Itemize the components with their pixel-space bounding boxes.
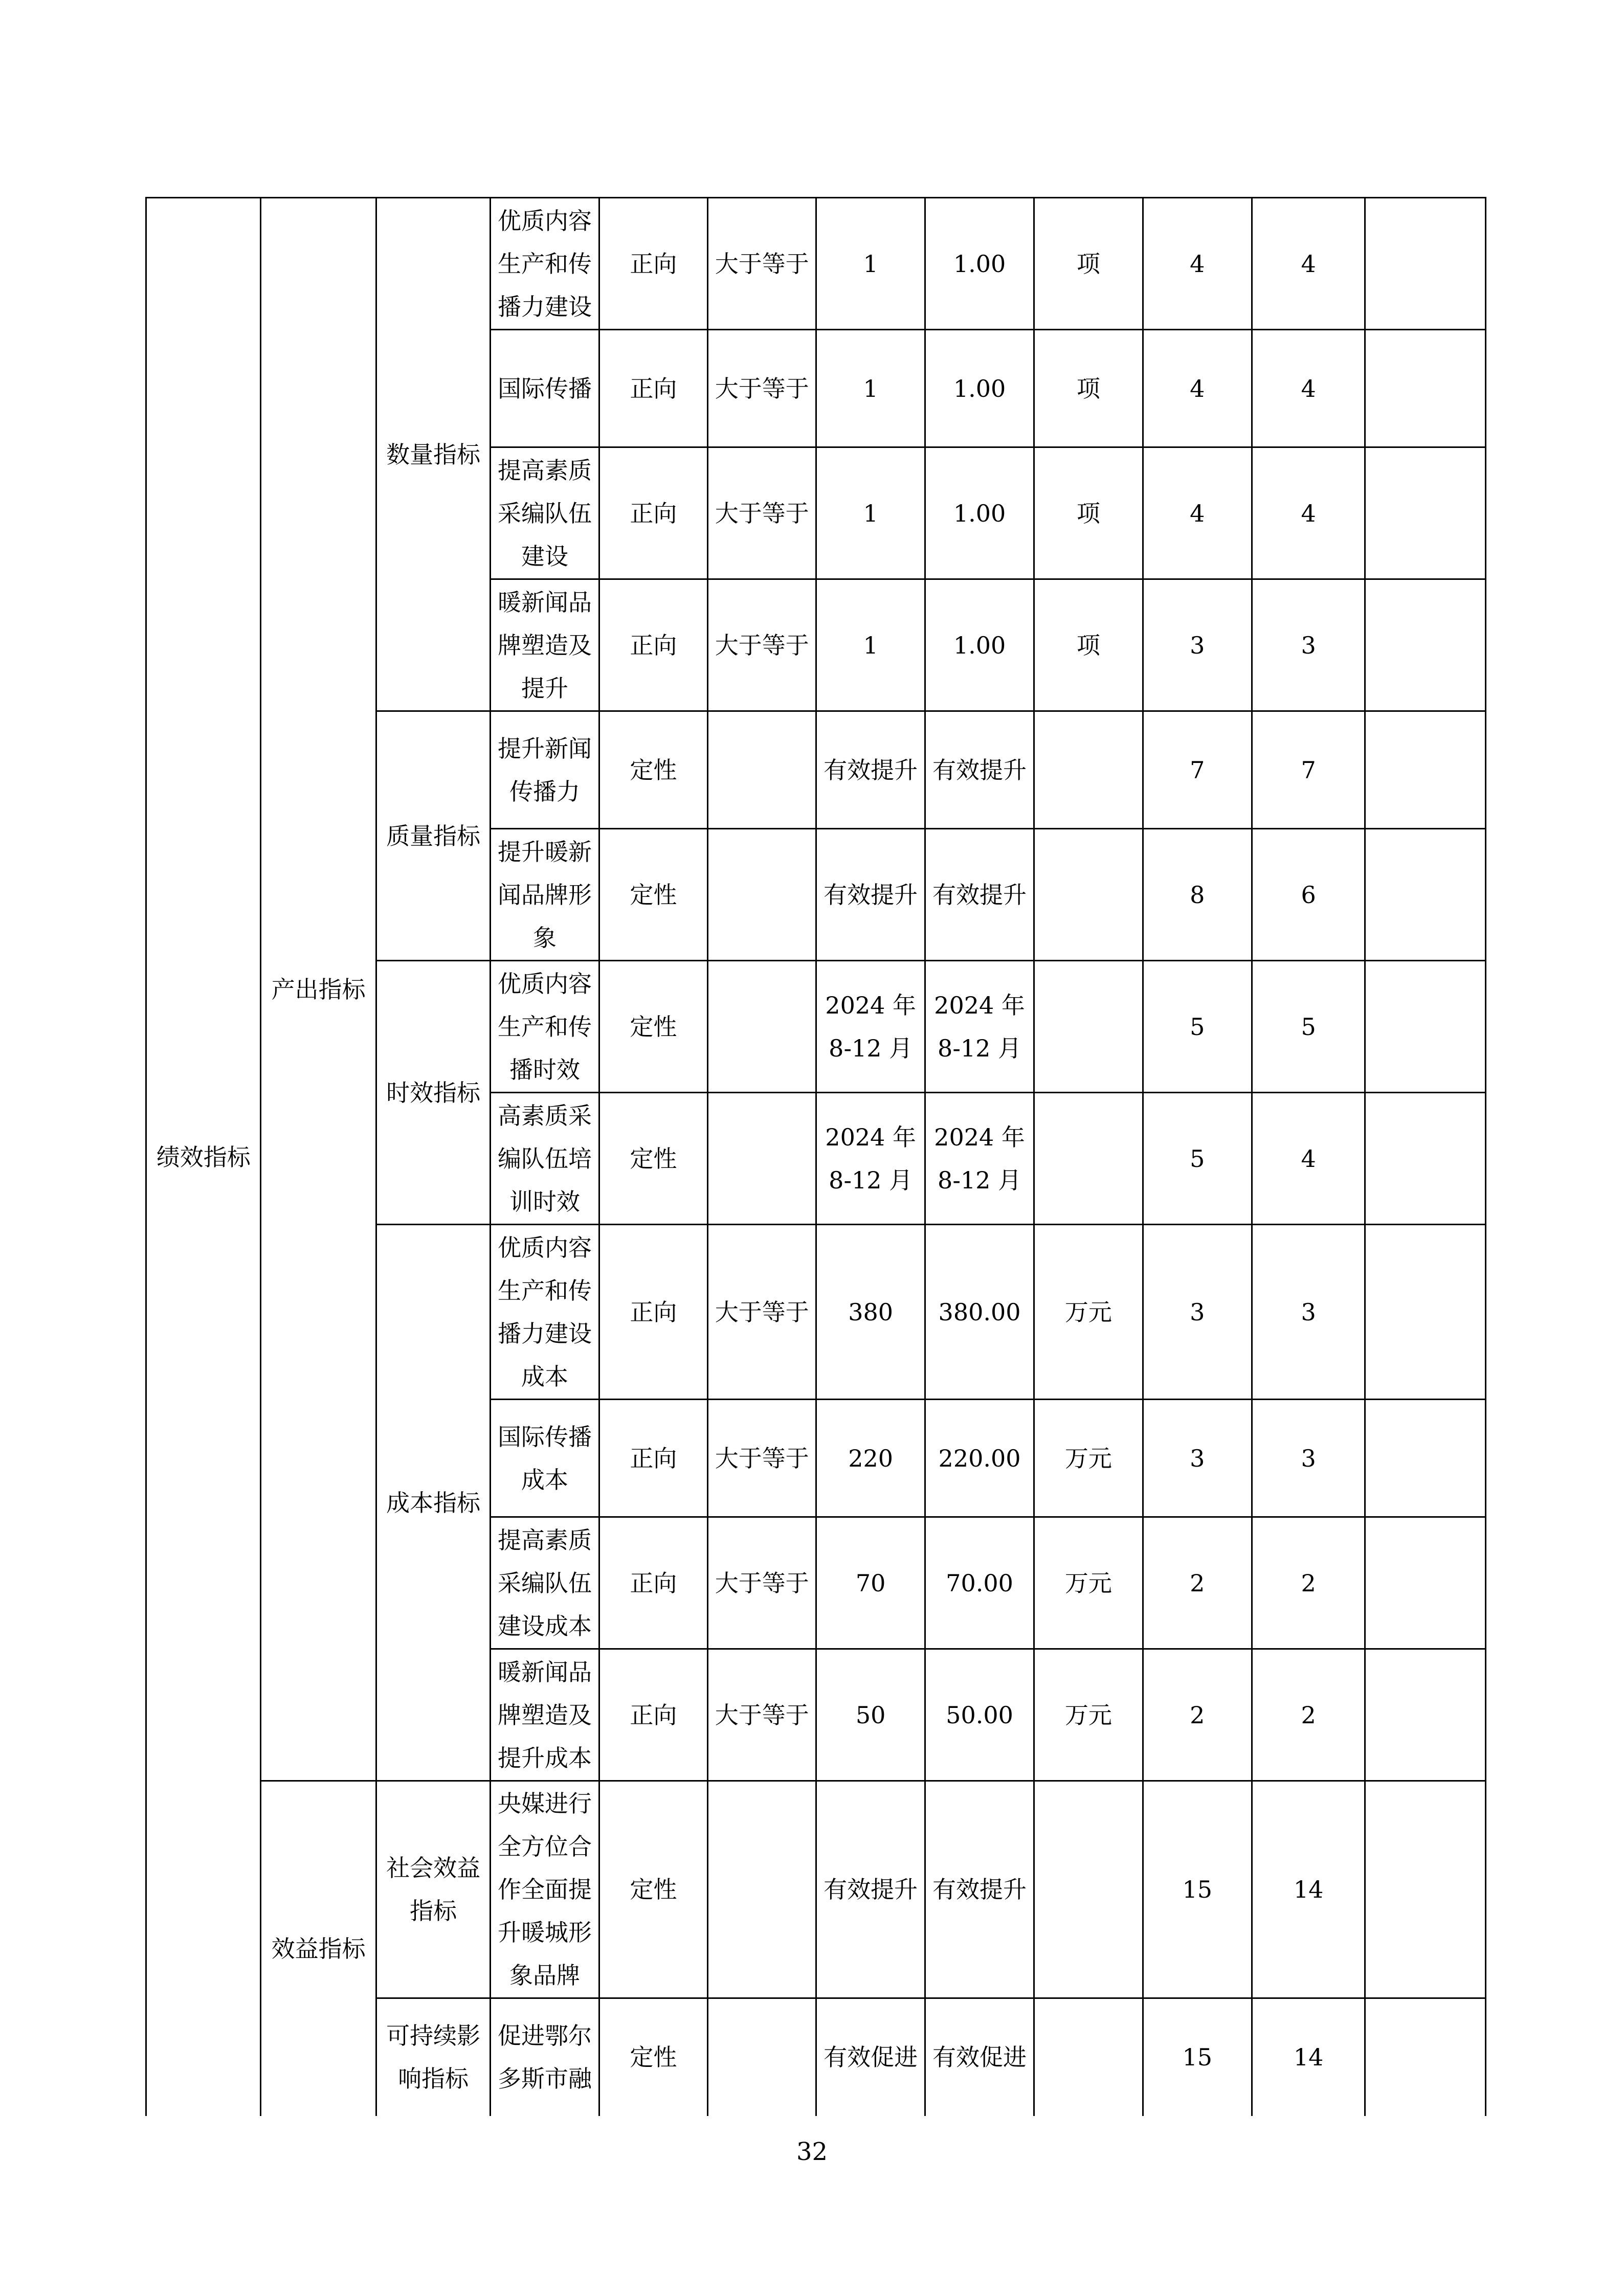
- weight-cell: 4: [1143, 330, 1252, 447]
- indicator-name-cell-line: 建设成本: [498, 1612, 592, 1640]
- target-cell-line: 2024 年: [825, 1123, 916, 1151]
- remark-cell: [1365, 1649, 1486, 1781]
- weight-cell: 4: [1143, 198, 1252, 330]
- indicator-name-cell-line: 提升: [521, 674, 569, 702]
- operator-cell: 大于等于: [708, 579, 816, 711]
- indicator-name-cell-line: 采编队伍: [498, 499, 592, 527]
- indicator-name-cell-line: 牌塑造及: [498, 1701, 592, 1729]
- actual-cell-line: 2024 年: [934, 991, 1025, 1019]
- indicator-name-cell-line: 作全面提: [498, 1876, 592, 1903]
- actual-cell: 1.00: [925, 198, 1034, 330]
- indicator-name-cell-line: 牌塑造及: [498, 631, 592, 659]
- actual-cell: 380.00: [925, 1225, 1034, 1400]
- table-row: [146, 1781, 1486, 1998]
- remark-cell: [1365, 711, 1486, 829]
- operator-cell: [708, 829, 816, 961]
- remark-cell: [1365, 447, 1486, 579]
- actual-cell: 1.00: [925, 579, 1034, 711]
- target-cell: 1: [816, 447, 925, 579]
- unit-cell: 万元: [1034, 1400, 1143, 1517]
- indicator-name-cell-line: 闻品牌形: [498, 881, 592, 909]
- level3-cell: 质量指标: [376, 711, 490, 961]
- direction-cell: 定性: [599, 1781, 707, 1998]
- score-cell: 6: [1252, 829, 1365, 961]
- direction-cell: 正向: [599, 1225, 707, 1400]
- level3-cell-line: 响指标: [398, 2065, 469, 2093]
- indicator-name-cell-line: 编队伍培: [498, 1144, 592, 1173]
- operator-cell: [708, 1781, 816, 1998]
- indicator-name-cell: [491, 330, 599, 447]
- weight-cell: 15: [1143, 1781, 1252, 1998]
- indicator-name-cell-line: 提高素质: [498, 456, 592, 484]
- remark-cell: [1365, 1093, 1486, 1225]
- indicator-name-cell-line: 暖新闻品: [498, 1658, 592, 1686]
- unit-cell: [1034, 1998, 1143, 2116]
- actual-cell: 1.00: [925, 447, 1034, 579]
- score-cell: 4: [1252, 447, 1365, 579]
- indicator-name-cell: [491, 1517, 599, 1649]
- actual-cell: 220.00: [925, 1400, 1034, 1517]
- weight-cell: 8: [1143, 829, 1252, 961]
- weight-cell: 4: [1143, 447, 1252, 579]
- level3-cell-line: 可持续影: [386, 2022, 481, 2050]
- target-cell: 有效提升: [816, 829, 925, 961]
- target-cell: 有效促进: [816, 1998, 925, 2116]
- direction-cell: 正向: [599, 1400, 707, 1517]
- target-cell-line: 2024 年: [825, 991, 916, 1019]
- target-cell: 220: [816, 1400, 925, 1517]
- target-cell: [816, 1093, 925, 1225]
- indicator-name-cell-line: 升暖城形: [498, 1919, 592, 1946]
- indicator-name-cell-line: 全方位合: [498, 1833, 592, 1860]
- direction-cell: 正向: [599, 198, 707, 330]
- indicator-name-cell: [491, 829, 599, 961]
- remark-cell: [1365, 579, 1486, 711]
- weight-cell: 5: [1143, 1093, 1252, 1225]
- weight-cell: 3: [1143, 579, 1252, 711]
- target-cell: 1: [816, 198, 925, 330]
- target-cell: 有效提升: [816, 1781, 925, 1998]
- target-cell: 70: [816, 1517, 925, 1649]
- target-cell: 50: [816, 1649, 925, 1781]
- level3-cell-line: 社会效益: [386, 1854, 481, 1882]
- remark-cell: [1365, 829, 1486, 961]
- actual-cell: 有效提升: [925, 711, 1034, 829]
- remark-cell: [1365, 198, 1486, 330]
- indicator-name-cell-line: 建设: [521, 542, 569, 570]
- unit-cell: [1034, 961, 1143, 1093]
- operator-cell: 大于等于: [708, 447, 816, 579]
- remark-cell: [1365, 1225, 1486, 1400]
- indicator-name-cell: [491, 961, 599, 1093]
- direction-cell: 定性: [599, 829, 707, 961]
- indicator-name-cell-line: 优质内容: [498, 970, 592, 998]
- direction-cell: 正向: [599, 1649, 707, 1781]
- indicator-name-cell: [491, 1093, 599, 1225]
- indicator-name-cell: [491, 579, 599, 711]
- indicator-name-cell-line: 成本: [521, 1466, 569, 1494]
- indicator-name-cell-line: 训时效: [509, 1187, 581, 1215]
- operator-cell: 大于等于: [708, 1225, 816, 1400]
- target-cell: 1: [816, 579, 925, 711]
- remark-cell: [1365, 961, 1486, 1093]
- indicator-name-cell-line: 国际传播: [498, 374, 592, 402]
- score-cell: 4: [1252, 198, 1365, 330]
- unit-cell: [1034, 711, 1143, 829]
- score-cell: 4: [1252, 330, 1365, 447]
- unit-cell: 项: [1034, 330, 1143, 447]
- indicator-name-cell: [491, 447, 599, 579]
- indicator-name-cell-line: 暖新闻品: [498, 588, 592, 616]
- direction-cell: 定性: [599, 1093, 707, 1225]
- actual-cell: 1.00: [925, 330, 1034, 447]
- weight-cell: 2: [1143, 1649, 1252, 1781]
- operator-cell: 大于等于: [708, 1517, 816, 1649]
- weight-cell: 15: [1143, 1998, 1252, 2116]
- unit-cell: 万元: [1034, 1517, 1143, 1649]
- direction-cell: 正向: [599, 579, 707, 711]
- indicator-name-cell-line: 促进鄂尔: [498, 2022, 592, 2050]
- indicator-name-cell: [491, 1400, 599, 1517]
- direction-cell: 定性: [599, 1998, 707, 2116]
- table-row: [146, 198, 1486, 330]
- remark-cell: [1365, 1998, 1486, 2116]
- actual-cell: 有效促进: [925, 1998, 1034, 2116]
- operator-cell: 大于等于: [708, 198, 816, 330]
- weight-cell: 2: [1143, 1517, 1252, 1649]
- operator-cell: 大于等于: [708, 1400, 816, 1517]
- indicator-name-cell-line: 提升成本: [498, 1744, 592, 1772]
- indicator-name-cell-line: 播时效: [509, 1055, 581, 1084]
- indicator-name-cell-line: 多斯市融: [498, 2065, 592, 2093]
- indicator-name-cell: [491, 1781, 599, 1998]
- target-cell: 有效提升: [816, 711, 925, 829]
- level3-cell: 时效指标: [376, 961, 490, 1225]
- indicator-name-cell-line: 提高素质: [498, 1526, 592, 1554]
- direction-cell: 正向: [599, 330, 707, 447]
- indicator-name-cell-line: 象: [533, 924, 557, 952]
- direction-cell: 定性: [599, 711, 707, 829]
- indicator-name-cell-line: 生产和传: [498, 1276, 592, 1304]
- unit-cell: 项: [1034, 198, 1143, 330]
- indicator-name-cell-line: 播力建设: [498, 1319, 592, 1347]
- operator-cell: [708, 961, 816, 1093]
- score-cell: 3: [1252, 579, 1365, 711]
- actual-cell: [925, 961, 1034, 1093]
- operator-cell: 大于等于: [708, 1649, 816, 1781]
- level3-cell: 数量指标: [376, 198, 490, 711]
- level2-cell: 效益指标: [261, 1781, 376, 2116]
- remark-cell: [1365, 1400, 1486, 1517]
- weight-cell: 3: [1143, 1225, 1252, 1400]
- indicator-name-cell-line: 提升新闻: [498, 734, 592, 762]
- score-cell: 7: [1252, 711, 1365, 829]
- level3-cell-line: 指标: [410, 1897, 457, 1925]
- target-cell: [816, 961, 925, 1093]
- indicator-name-cell-line: 央媒进行: [498, 1790, 592, 1817]
- indicator-name-cell-line: 生产和传: [498, 250, 592, 278]
- level3-cell: [376, 1781, 490, 1998]
- indicator-name-cell: [491, 711, 599, 829]
- score-cell: 2: [1252, 1517, 1365, 1649]
- actual-cell: 70.00: [925, 1517, 1034, 1649]
- unit-cell: [1034, 829, 1143, 961]
- actual-cell-line: 8-12 月: [938, 1034, 1022, 1062]
- indicator-name-cell: [491, 1225, 599, 1400]
- indicator-name-cell-line: 优质内容: [498, 1233, 592, 1262]
- score-cell: 2: [1252, 1649, 1365, 1781]
- indicator-name-cell: [491, 1998, 599, 2116]
- score-cell: 3: [1252, 1400, 1365, 1517]
- weight-cell: 7: [1143, 711, 1252, 829]
- score-cell: 4: [1252, 1093, 1365, 1225]
- performance-indicator-table: [145, 197, 1486, 2116]
- remark-cell: [1365, 330, 1486, 447]
- indicator-name-cell-line: 传播力: [509, 777, 581, 805]
- direction-cell: 正向: [599, 1517, 707, 1649]
- score-cell: 5: [1252, 961, 1365, 1093]
- remark-cell: [1365, 1517, 1486, 1649]
- unit-cell: [1034, 1093, 1143, 1225]
- operator-cell: 大于等于: [708, 330, 816, 447]
- weight-cell: 3: [1143, 1400, 1252, 1517]
- indicator-name-cell-line: 成本: [521, 1362, 569, 1390]
- score-cell: 14: [1252, 1781, 1365, 1998]
- indicator-name-cell-line: 播力建设: [498, 292, 592, 321]
- actual-cell: 有效提升: [925, 829, 1034, 961]
- direction-cell: 定性: [599, 961, 707, 1093]
- indicator-name-cell-line: 优质内容: [498, 207, 592, 235]
- target-cell-line: 8-12 月: [829, 1034, 913, 1062]
- operator-cell: [708, 1093, 816, 1225]
- weight-cell: 5: [1143, 961, 1252, 1093]
- target-cell: 380: [816, 1225, 925, 1400]
- operator-cell: [708, 711, 816, 829]
- unit-cell: 万元: [1034, 1225, 1143, 1400]
- actual-cell: 有效提升: [925, 1781, 1034, 1998]
- unit-cell: 万元: [1034, 1649, 1143, 1781]
- unit-cell: 项: [1034, 579, 1143, 711]
- indicator-name-cell-line: 象品牌: [509, 1962, 581, 1989]
- indicator-name-cell-line: 高素质采: [498, 1101, 592, 1130]
- indicator-name-cell-line: 采编队伍: [498, 1569, 592, 1597]
- score-cell: 3: [1252, 1225, 1365, 1400]
- level2-cell: 产出指标: [261, 198, 376, 1781]
- indicator-name-cell: [491, 1649, 599, 1781]
- actual-cell: [925, 1093, 1034, 1225]
- level3-cell: 成本指标: [376, 1225, 490, 1781]
- unit-cell: [1034, 1781, 1143, 1998]
- level3-cell: [376, 1998, 490, 2116]
- direction-cell: 正向: [599, 447, 707, 579]
- indicator-name-cell: [491, 198, 599, 330]
- page-number: 32: [796, 2137, 828, 2166]
- target-cell-line: 8-12 月: [829, 1166, 913, 1194]
- target-cell: 1: [816, 330, 925, 447]
- score-cell: 14: [1252, 1998, 1365, 2116]
- actual-cell-line: 2024 年: [934, 1123, 1025, 1151]
- indicator-name-cell-line: 国际传播: [498, 1423, 592, 1451]
- actual-cell-line: 8-12 月: [938, 1166, 1022, 1194]
- indicator-name-cell-line: 提升暖新: [498, 838, 592, 866]
- indicator-name-cell-line: 生产和传: [498, 1012, 592, 1041]
- actual-cell: 50.00: [925, 1649, 1034, 1781]
- operator-cell: [708, 1998, 816, 2116]
- remark-cell: [1365, 1781, 1486, 1998]
- level1-cell: 绩效指标: [146, 198, 261, 2116]
- unit-cell: 项: [1034, 447, 1143, 579]
